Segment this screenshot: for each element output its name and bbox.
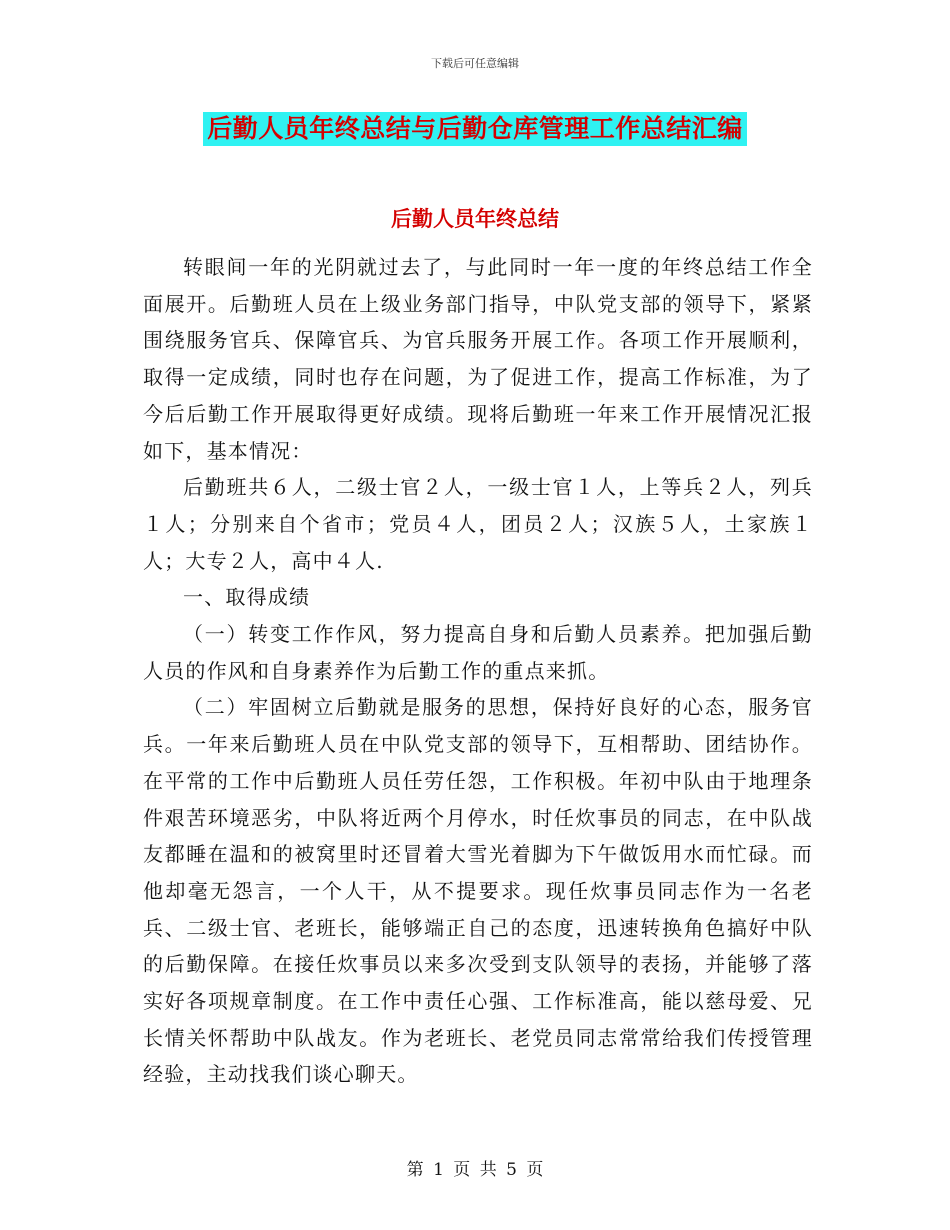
paragraph-basic-info: 后勤班共６人，二级士官２人，一级士官１人，上等兵２人，列兵１人；分别来自个省市；党员４人，团员２人；汉族５人，土家族１人；大专２人，高中４人. xyxy=(143,475,813,573)
paragraph-item-2: （二）牢固树立后勤就是服务的思想，保持好良好的心态，服务官兵。一年来后勤班人员在中队党支部的领导下，互相帮助、团结协作。在平常的工作中后勤班人员任劳任怨，工作积极。年初中队由于地理条件艰苦环境恶劣，中队将近两个月停水，时任炊事员的同志，在中队战友都睡在温和的被窝里时还冒着大雪光着脚为下午做饭用水而忙碌。而他却毫无怨言，一个人干，从不提要求。现任炊事员同志作为一名老兵、二级士官、老班长，能够端正自己的态度，迅速转换角色搞好中队的后勤保障。在接任炊事员以来多次受到支队领导的表扬，并能够了落实好各项规章制度。在工作中责任心强、工作标准高，能以慈母爱、兄长情关怀帮助中队战友。作为老班长、老党员同志常常给我们传授管理经验，主动找我们谈心聊天。 xyxy=(143,695,813,1087)
document-body xyxy=(143,249,813,1093)
main-title: 后勤人员年终总结与后勤仓库管理工作总结汇编 xyxy=(203,112,747,146)
heading-achievements: 一、取得成绩 xyxy=(183,585,311,610)
section-title: 后勤人员年终总结 xyxy=(391,206,559,231)
header-note: 下载后可任意编辑 xyxy=(431,57,519,70)
page-footer: 第 1 页 共 5 页 xyxy=(406,1160,544,1180)
paragraph-item-1: （一）转变工作作风，努力提高自身和后勤人员素养。把加强后勤人员的作风和自身素养作为后勤工作的重点来抓。 xyxy=(143,622,813,683)
paragraph-intro: 转眼间一年的光阴就过去了，与此同时一年一度的年终总结工作全面展开。后勤班人员在上级业务部门指导，中队党支部的领导下，紧紧围绕服务官兵、保障官兵、为官兵服务开展工作。各项工作开展顺利，取得一定成绩，同时也存在问题，为了促进工作，提高工作标准，为了今后后勤工作开展取得更好成绩。现将后勤班一年来工作开展情况汇报如下，基本情况： xyxy=(143,255,813,463)
main-title-container xyxy=(0,112,950,146)
